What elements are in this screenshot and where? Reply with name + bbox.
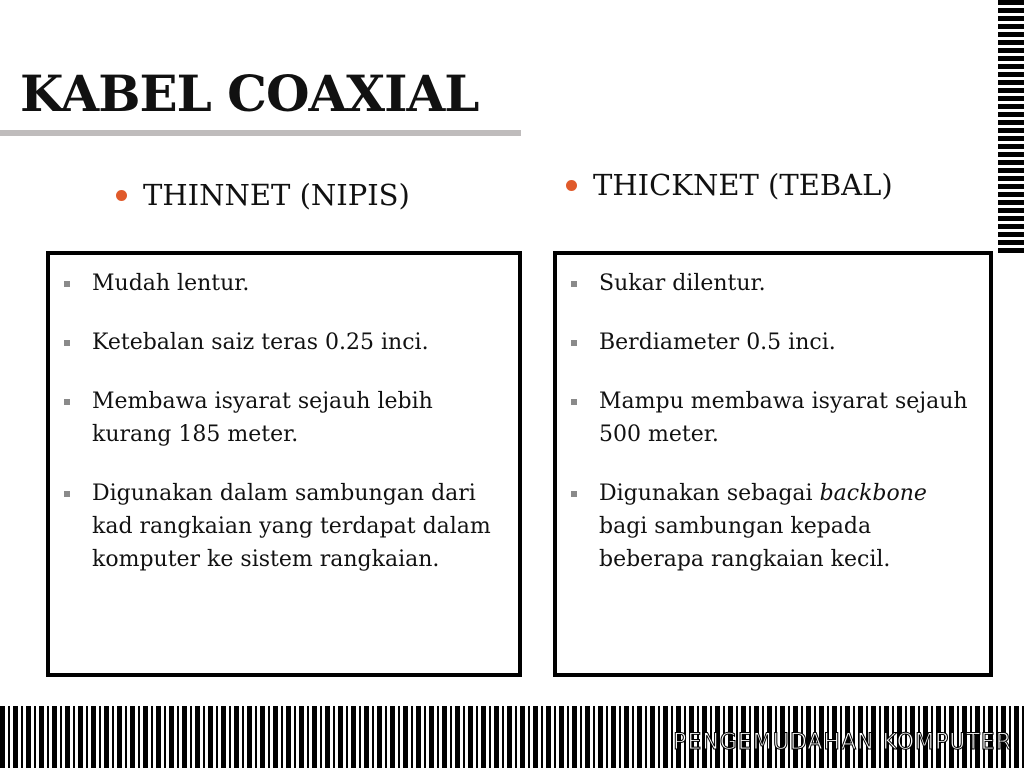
list-item: Ketebalan saiz teras 0.25 inci. (62, 326, 504, 359)
list-item: Mudah lentur. (62, 267, 504, 300)
square-bullet-icon (64, 491, 70, 497)
heading-thinnet (116, 178, 410, 212)
thinnet-list (62, 267, 504, 576)
square-bullet-icon (571, 399, 577, 405)
barcode-decoration-right (998, 0, 1024, 255)
list-item: Digunakan dalam sambungan dari kad rangkaian yang terdapat dalam komputer ke sistem rangkaian. (62, 477, 504, 576)
bullet-dot-icon (116, 190, 127, 201)
square-bullet-icon (64, 340, 70, 346)
thicknet-list (569, 267, 975, 576)
list-item: Membawa isyarat sejauh lebih kurang 185 meter. (62, 385, 504, 451)
list-item: Mampu membawa isyarat sejauh 500 meter. (569, 385, 975, 451)
square-bullet-icon (571, 491, 577, 497)
footer-text: PENGEMUDAHAN KOMPUTER (673, 730, 1012, 755)
heading-thicknet-label: THICKNET (TEBAL) (593, 168, 893, 202)
square-bullet-icon (571, 281, 577, 287)
heading-thinnet-label: THINNET (NIPIS) (143, 178, 410, 212)
backbone-term: backbone (819, 481, 927, 506)
list-item: Berdiameter 0.5 inci. (569, 326, 975, 359)
square-bullet-icon (64, 281, 70, 287)
title-underline (0, 130, 521, 136)
thinnet-box (46, 251, 522, 677)
heading-thicknet (566, 168, 893, 202)
square-bullet-icon (571, 340, 577, 346)
bullet-dot-icon (566, 180, 577, 191)
thicknet-box (553, 251, 993, 677)
slide-title: KABEL COAXIAL (20, 64, 479, 123)
square-bullet-icon (64, 399, 70, 405)
list-item: Sukar dilentur. (569, 267, 975, 300)
list-item: Digunakan sebagai backbone bagi sambungan kepada beberapa rangkaian kecil. (569, 477, 975, 576)
